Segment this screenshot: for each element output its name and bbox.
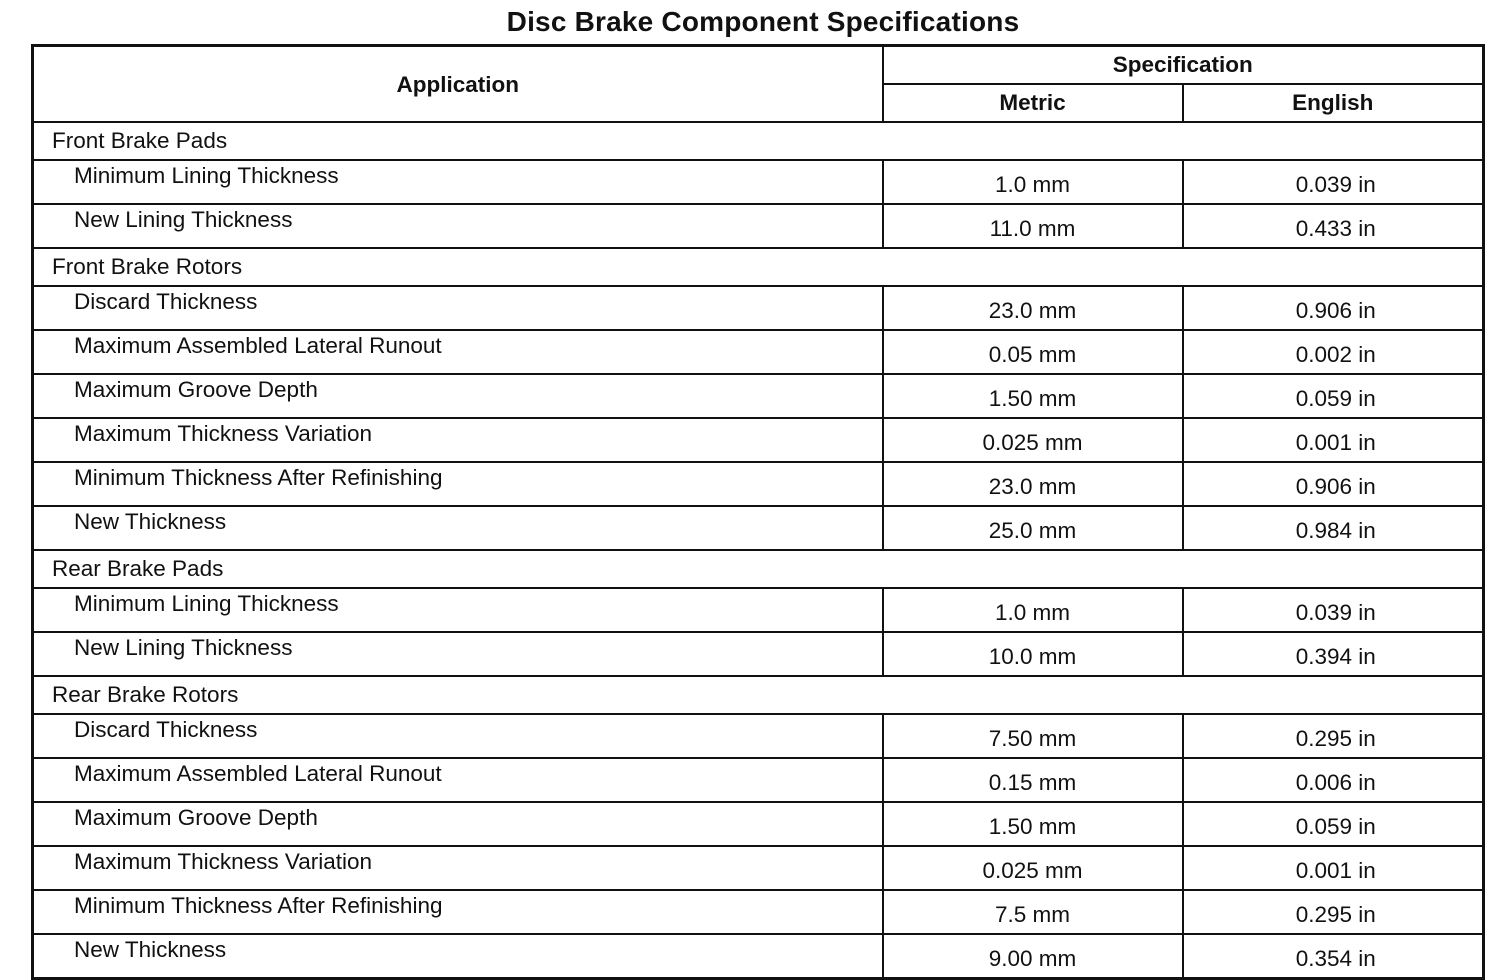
english-cell: 0.295 in [1183, 714, 1484, 758]
english-cell: 0.433 in [1183, 204, 1484, 248]
group-row [33, 248, 1484, 286]
table-row [33, 632, 1484, 676]
application-cell: New Thickness [33, 506, 883, 550]
header-row-top [33, 46, 1484, 85]
metric-cell: 9.00 mm [883, 934, 1183, 979]
english-cell: 0.001 in [1183, 418, 1484, 462]
metric-cell: 10.0 mm [883, 632, 1183, 676]
table-row [33, 890, 1484, 934]
english-cell: 0.984 in [1183, 506, 1484, 550]
application-cell: Maximum Groove Depth [33, 802, 883, 846]
group-row [33, 676, 1484, 714]
metric-cell: 0.05 mm [883, 330, 1183, 374]
metric-cell: 23.0 mm [883, 286, 1183, 330]
table-row [33, 160, 1484, 204]
metric-cell: 1.50 mm [883, 802, 1183, 846]
table-row [33, 758, 1484, 802]
table-row [33, 374, 1484, 418]
metric-cell: 0.15 mm [883, 758, 1183, 802]
table-row [33, 802, 1484, 846]
table-row [33, 330, 1484, 374]
english-cell: 0.295 in [1183, 890, 1484, 934]
application-cell: Minimum Lining Thickness [33, 160, 883, 204]
application-cell: Minimum Lining Thickness [33, 588, 883, 632]
application-cell: Maximum Assembled Lateral Runout [33, 758, 883, 802]
application-cell: Maximum Groove Depth [33, 374, 883, 418]
english-cell: 0.039 in [1183, 160, 1484, 204]
table-row [33, 846, 1484, 890]
group-name: Front Brake Rotors [33, 248, 1484, 286]
page-title: Disc Brake Component Specifications [506, 6, 1020, 37]
group-name: Rear Brake Pads [33, 550, 1484, 588]
metric-cell: 23.0 mm [883, 462, 1183, 506]
metric-cell: 0.025 mm [883, 846, 1183, 890]
english-cell: 0.059 in [1183, 802, 1484, 846]
metric-cell: 0.025 mm [883, 418, 1183, 462]
application-cell: Discard Thickness [33, 714, 883, 758]
table-row [33, 418, 1484, 462]
application-cell: New Lining Thickness [33, 632, 883, 676]
metric-cell: 1.50 mm [883, 374, 1183, 418]
english-cell: 0.906 in [1183, 286, 1484, 330]
header-specification: Specification [883, 46, 1484, 85]
english-cell: 0.039 in [1183, 588, 1484, 632]
table-row [33, 506, 1484, 550]
spec-table-body [33, 122, 1484, 979]
english-cell: 0.002 in [1183, 330, 1484, 374]
english-cell: 0.906 in [1183, 462, 1484, 506]
table-row [33, 462, 1484, 506]
application-cell: Minimum Thickness After Refinishing [33, 890, 883, 934]
spec-table [31, 44, 1485, 980]
application-cell: New Lining Thickness [33, 204, 883, 248]
metric-cell: 7.50 mm [883, 714, 1183, 758]
english-cell: 0.001 in [1183, 846, 1484, 890]
english-cell: 0.006 in [1183, 758, 1484, 802]
table-row [33, 204, 1484, 248]
application-cell: Minimum Thickness After Refinishing [33, 462, 883, 506]
metric-cell: 25.0 mm [883, 506, 1183, 550]
table-row [33, 934, 1484, 979]
metric-cell: 7.5 mm [883, 890, 1183, 934]
metric-cell: 1.0 mm [883, 160, 1183, 204]
header-application: Application [33, 46, 883, 123]
application-cell: New Thickness [33, 934, 883, 979]
english-cell: 0.354 in [1183, 934, 1484, 979]
group-row [33, 550, 1484, 588]
english-cell: 0.394 in [1183, 632, 1484, 676]
header-metric: Metric [883, 84, 1183, 122]
application-cell: Maximum Thickness Variation [33, 418, 883, 462]
table-row [33, 588, 1484, 632]
metric-cell: 11.0 mm [883, 204, 1183, 248]
metric-cell: 1.0 mm [883, 588, 1183, 632]
english-cell: 0.059 in [1183, 374, 1484, 418]
table-row [33, 286, 1484, 330]
application-cell: Maximum Assembled Lateral Runout [33, 330, 883, 374]
group-name: Front Brake Pads [33, 122, 1484, 160]
group-row [33, 122, 1484, 160]
header-english: English [1183, 84, 1484, 122]
application-cell: Maximum Thickness Variation [33, 846, 883, 890]
application-cell: Discard Thickness [33, 286, 883, 330]
group-name: Rear Brake Rotors [33, 676, 1484, 714]
table-row [33, 714, 1484, 758]
